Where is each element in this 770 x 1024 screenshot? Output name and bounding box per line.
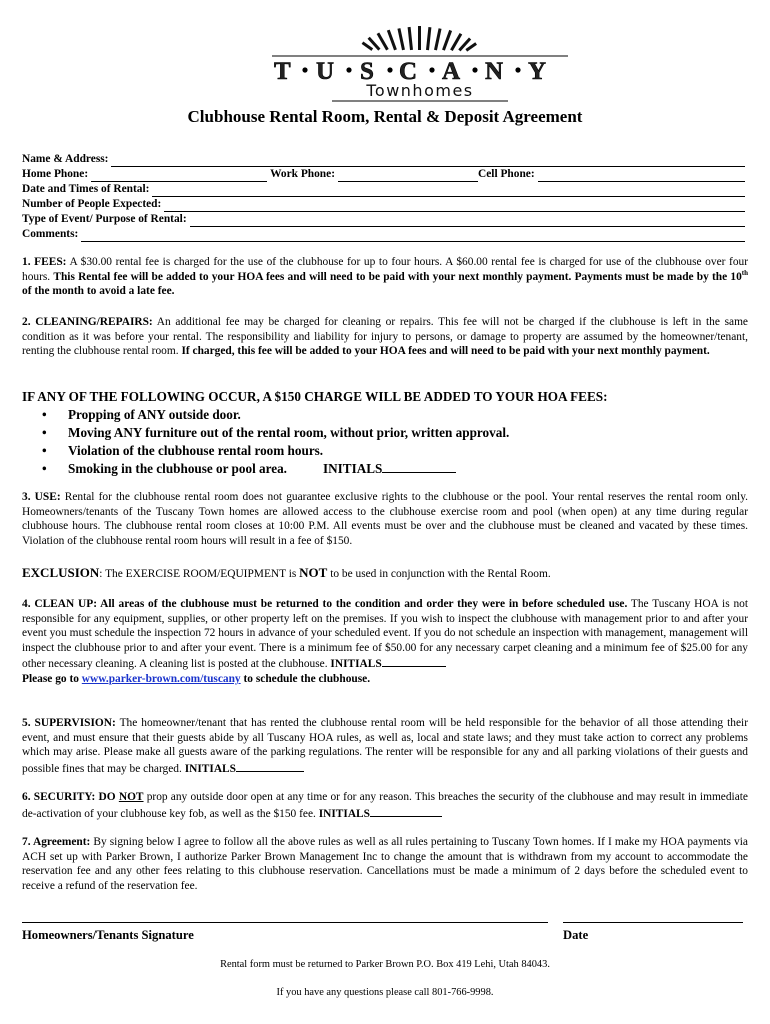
event-type-label: Type of Event/ Purpose of Rental: <box>22 213 187 226</box>
sunburst-logo-icon <box>272 22 568 104</box>
tuscany-logo <box>272 22 568 104</box>
cleanup-initials-field[interactable] <box>382 655 446 667</box>
fees-bold-end: of the month to avoid a late fee. <box>22 285 175 298</box>
logo-subtitle: Townhomes <box>366 81 474 100</box>
supervision-initials-label: INITIALS <box>184 762 236 775</box>
name-address-label: Name & Address: <box>22 153 109 166</box>
schedule-text-b: to schedule the clubhouse. <box>240 672 371 685</box>
num-people-row <box>22 197 748 212</box>
exclusion-heading: EXCLUSION <box>22 565 100 580</box>
security-initials-field[interactable] <box>370 805 442 817</box>
name-address-row <box>22 152 748 167</box>
warning-heading: IF ANY OF THE FOLLOWING OCCUR, A $150 CHARGE WILL BE ADDED TO YOUR HOA FEES: <box>22 389 608 404</box>
questions-note: If you have any questions please call 801-766-9998. <box>276 987 494 998</box>
section-clean-up <box>22 597 748 687</box>
logo-letter-u: U <box>316 58 335 85</box>
num-people-label: Number of People Expected: <box>22 198 162 211</box>
cleanup-initials-label: INITIALS <box>330 658 382 671</box>
section-agreement <box>22 835 748 893</box>
signature-label: Homeowners/Tenants Signature <box>22 928 194 942</box>
event-type-row <box>22 212 748 227</box>
fees-superscript: th <box>741 268 749 277</box>
event-type-field[interactable] <box>190 215 745 227</box>
warning-item: • Moving ANY furniture out of the rental room, without prior, written approval. <box>22 424 748 442</box>
signature-block <box>22 910 748 950</box>
use-text: Rental for the clubhouse rental room does not guarantee exclusive rights to the clubhouse or the pool. Your rental reserves the rental room only. Homeowners/tenants of the Tuscany Town homes are allowed access to the clubhouse exercise room and pool (when open) at any time during regular clubhouse hours. The clubhouse rental room closes at 10:00 P.M. All events must be over and the clubhouse must be cleaned and vacated by these times. Violation of the clubhouse rental room hours will result in a fee of $150. <box>22 491 748 547</box>
agreement-heading: 7. Agreement: <box>22 836 91 848</box>
logo-letter-a: A <box>442 58 461 85</box>
fees-text: A $30.00 rental fee is charged for the use of the clubhouse for up to four hours. A $60.00 rental fee is charged for use of the clubhouse over four hours. <box>22 256 749 283</box>
section-supervision <box>22 716 748 776</box>
warning-item: • Violation of the clubhouse rental room hours. <box>22 442 748 460</box>
work-phone-label: Work Phone: <box>270 168 335 181</box>
section-charge-warning <box>22 388 748 478</box>
schedule-text-a: Please go to <box>22 672 82 685</box>
cleanup-bold-text: 4. CLEAN UP: All areas of the clubhouse must be returned to the condition and order they were in before scheduled use. <box>22 598 628 610</box>
phone-row <box>22 167 748 182</box>
cleaning-text: An additional fee may be charged for cleaning or repairs. This fee will not be charged if the clubhouse is left in the same condition as it was before your rental. The responsibility and liability for injury to persons, or damage to property are assumed by the homeowner/tenant, renting the clubhouse rental room. <box>22 316 748 358</box>
cleaning-heading: 2. CLEANING/REPAIRS: <box>22 316 153 328</box>
logo-letter-c: C <box>399 58 418 85</box>
warning-item-text: Smoking in the clubhouse or pool area. <box>68 461 287 476</box>
section-exclusion <box>22 566 748 582</box>
logo-letter-n: N <box>485 58 504 85</box>
cleaning-bold-text: If charged, this fee will be added to your HOA fees and will need to be paid with your next monthly payment. <box>181 345 710 358</box>
fees-heading: 1. FEES: <box>22 256 67 268</box>
return-address-note: Rental form must be returned to Parker Brown P.O. Box 419 Lehi, Utah 84043. <box>220 959 550 970</box>
comments-label: Comments: <box>22 228 79 241</box>
use-heading: 3. USE: <box>22 491 61 503</box>
schedule-line <box>22 672 748 687</box>
exclusion-text-b: to be used in conjunction with the Rental Room. <box>327 568 551 580</box>
home-phone-label: Home Phone: <box>22 168 89 181</box>
home-phone-field[interactable] <box>91 170 267 182</box>
document-title: Clubhouse Rental Room, Rental & Deposit Agreement <box>187 107 583 126</box>
supervision-heading: 5. SUPERVISION: <box>22 717 116 729</box>
exclusion-not: NOT <box>299 565 328 580</box>
warning-initials-label: INITIALS <box>322 461 383 476</box>
name-address-field[interactable] <box>111 155 745 167</box>
section-use <box>22 490 748 548</box>
logo-letter-s: S <box>360 58 374 85</box>
warning-initials-field[interactable] <box>382 461 456 473</box>
cell-phone-label: Cell Phone: <box>478 168 535 181</box>
parker-brown-link[interactable]: www.parker-brown.com/tuscany <box>81 672 241 685</box>
warning-item-smoking <box>22 460 748 478</box>
agreement-text: By signing below I agree to follow all the above rules as well as all rules pertaining to Tuscany Town homes. If I make my HOA payments via ACH set up with Parker Brown, I authorize Parker Brown Management Inc to change the amount that is withdrawn from my account to accommodate the reservation fee and any other fees relating to this clubhouse reservation. Cancellations must be made a minimum of 2 days before the scheduled event to receive a refund of the reservation fee. <box>22 836 748 892</box>
warning-list <box>22 406 748 478</box>
cleanup-text: The Tuscany HOA is not responsible for any equipment, supplies, or other property left on the premises. If you wish to inspect the clubhouse with management prior to and after your event you must schedule the inspection 72 hours in advance of your scheduled event. If you do not schedule an inspection with management, management will inspect the clubhouse prior to and after your event. There is a minimum fee of $50.00 for any necessary carpet cleaning and a minimum fee of $25.00 for any other necessary cleaning. A cleaning list is posted at the clubhouse. <box>22 598 748 671</box>
date-field[interactable] <box>563 922 743 923</box>
contact-fields <box>22 152 748 242</box>
section-security <box>22 790 748 821</box>
date-times-label: Date and Times of Rental: <box>22 183 150 196</box>
comments-row <box>22 227 748 242</box>
date-times-field[interactable] <box>152 185 745 197</box>
logo-letter-t: T <box>274 58 291 85</box>
fees-bold-text: This Rental fee will be added to your HOA fees and will need to be paid with your next monthly payment. Payments must be made by the 10 <box>53 270 742 283</box>
section-fees <box>22 255 748 299</box>
supervision-initials-field[interactable] <box>236 760 304 772</box>
comments-field[interactable] <box>81 230 745 242</box>
logo-letter-y: Y <box>528 58 547 85</box>
supervision-text: The homeowner/tenant that has rented the clubhouse rental room will be held responsible for the behavior of all those attending their event, and must ensure that their guests abide by all Tuscany HOA rules, as well as, local and state laws; and they must take action to correct any problems which may arise. Please make all guests aware of the parking regulations. The renter will be responsible for any and all parking violations of their guests and possible fines that may be charged. <box>22 717 749 775</box>
num-people-field[interactable] <box>164 200 745 212</box>
work-phone-field[interactable] <box>338 170 478 182</box>
signature-field[interactable] <box>22 922 548 923</box>
date-times-row <box>22 182 748 197</box>
security-not: NOT <box>118 791 144 803</box>
security-text: prop any outside door open at any time or for any reason. This breaches the security of the clubhouse and may result in immediate de-activation of your clubhouse key fob, as well as the $150 fee. <box>22 791 748 820</box>
cell-phone-field[interactable] <box>538 170 745 182</box>
exclusion-text-a: : The EXERCISE ROOM/EQUIPMENT is <box>99 568 300 580</box>
section-cleaning-repairs <box>22 315 748 359</box>
security-initials-label: INITIALS <box>318 807 370 820</box>
date-label: Date <box>563 928 589 942</box>
warning-item: • Propping of ANY outside door. <box>22 406 748 424</box>
security-heading: 6. SECURITY: DO <box>22 791 119 803</box>
